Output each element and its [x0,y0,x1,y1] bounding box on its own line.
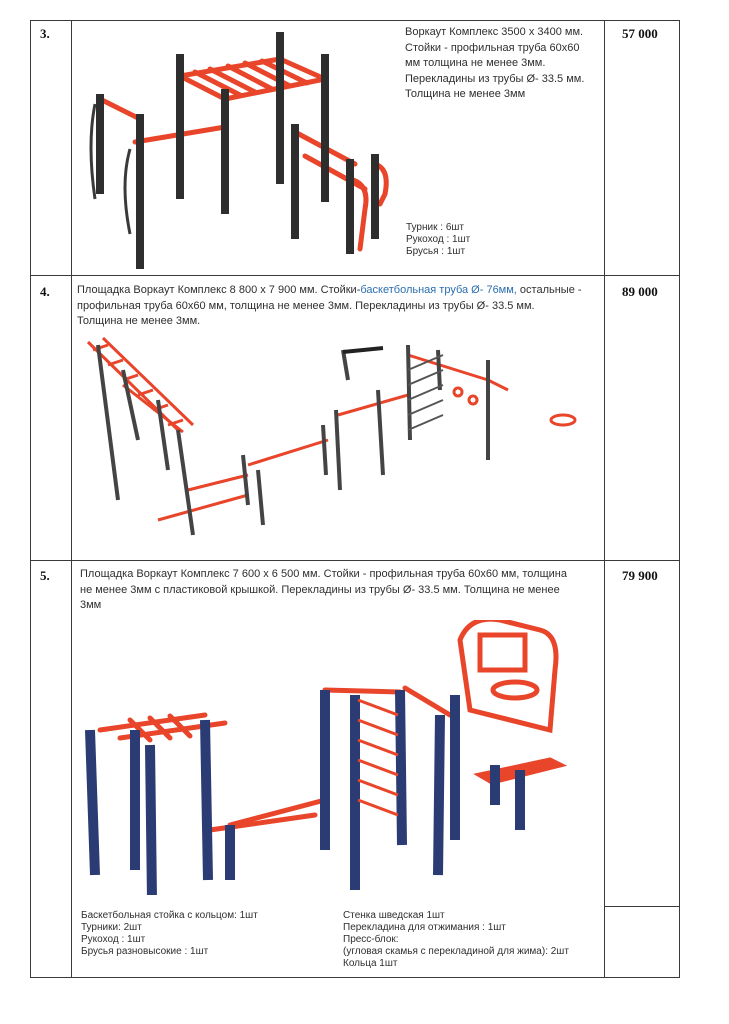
row-4-desc-part: Площадка Воркаут Комплекс 8 800 х 7 900 мм. Стойки- [77,284,361,296]
row-5-items-right [343,910,569,970]
row-5-workout-complex-image [80,620,580,895]
row-4-workout-complex-image [78,330,598,545]
price-cell-divider [604,906,679,907]
row-5-item: Баскетбольная стойка с кольцом: 1шт [81,910,258,921]
row-3-items [406,222,470,258]
row-3-price: 57 000 [622,26,658,41]
col-divider-num [71,21,72,977]
row-5-item: (угловая скамья с перекладиной для жима): 2шт [343,946,569,957]
row-4-desc-part: остальные - профильная труба 60х60 мм, толщина не менее 3мм. Перекладины из трубы Ø- 33.5 мм. Толщина не менее 3мм. [77,284,582,327]
row-divider-2 [31,560,679,561]
row-4-price: 89 000 [622,284,658,299]
row-3-number: 3. [40,26,50,41]
row-3-description: Воркаут Комплекс 3500 х 3400 мм. Стойки - профильная труба 60х60 мм толщина не менее 3мм. Перекладины из трубы Ø- 33.5 мм. Толщина не менее 3мм [405,26,585,100]
row-5-items-left [81,910,258,958]
row-5-item: Рукоход : 1шт [81,934,146,945]
row-3-item: Турник : 6шт [406,222,464,233]
row-5-item: Пресс-блок: [343,934,399,945]
row-3-workout-complex-image [80,24,400,274]
row-5-number: 5. [40,568,50,583]
row-5-price: 79 900 [622,568,658,583]
row-4-number: 4. [40,284,50,299]
row-3-item: Рукоход : 1шт [406,234,471,245]
row-5-description: Площадка Воркаут Комплекс 7 600 х 6 500 мм. Стойки - профильная труба 60х60 мм, толщина не менее 3мм с пластиковой крышкой. Перекладины из трубы Ø- 33.5 мм. Толщина не менее 3мм [80,568,567,611]
row-5-item: Турники: 2шт [81,922,142,933]
row-4-description [77,283,582,330]
row-divider-1 [31,275,679,276]
row-5-item: Брусья разновысокие : 1шт [81,946,209,957]
row-5-item: Стенка шведская 1шт [343,910,445,921]
col-divider-price [604,21,605,977]
row-3-item: Брусья : 1шт [406,246,466,257]
row-5-item: Перекладина для отжимания : 1шт [343,922,506,933]
row-4-desc-highlight: баскетбольная труба Ø- 76мм, [360,284,517,296]
row-5-item: Кольца 1шт [343,958,398,969]
